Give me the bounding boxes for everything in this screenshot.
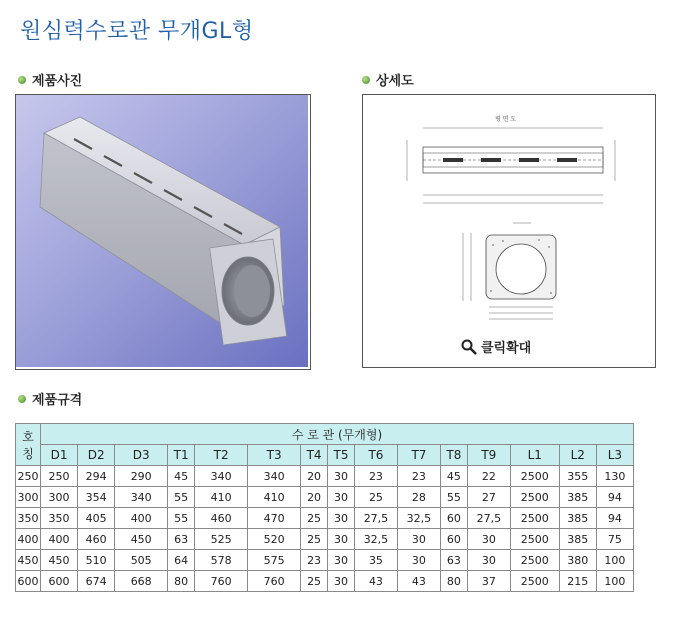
table-cell: 45 bbox=[440, 466, 467, 487]
table-cell: 578 bbox=[195, 550, 248, 571]
table-row bbox=[16, 466, 634, 487]
table-cell: 30 bbox=[328, 487, 355, 508]
table-row bbox=[16, 508, 634, 529]
table-cell: 43 bbox=[397, 571, 440, 592]
magnifier-icon bbox=[461, 339, 477, 355]
table-cell: 25 bbox=[354, 487, 397, 508]
table-cell: 60 bbox=[440, 508, 467, 529]
table-cell: 460 bbox=[195, 508, 248, 529]
spec-table bbox=[15, 423, 634, 592]
column-header-row bbox=[16, 445, 634, 466]
group-header: 수 로 관 (무개형) bbox=[41, 424, 634, 445]
row-name-cell: 400 bbox=[16, 529, 41, 550]
table-cell: 385 bbox=[559, 529, 596, 550]
table-cell: 23 bbox=[301, 550, 328, 571]
table-cell: 27,5 bbox=[467, 508, 510, 529]
table-cell: 410 bbox=[195, 487, 248, 508]
table-cell: 2500 bbox=[510, 508, 559, 529]
table-cell: 100 bbox=[596, 550, 633, 571]
table-cell: 32,5 bbox=[354, 529, 397, 550]
table-cell: 294 bbox=[78, 466, 115, 487]
table-cell: 30 bbox=[328, 550, 355, 571]
section-detail-label: 상세도 bbox=[376, 74, 414, 89]
table-cell: 215 bbox=[559, 571, 596, 592]
table-cell: 340 bbox=[248, 466, 301, 487]
table-cell: 350 bbox=[41, 508, 78, 529]
column-header: T9 bbox=[467, 445, 510, 466]
zoom-label: 클릭확대 bbox=[481, 341, 532, 356]
table-cell: 400 bbox=[115, 508, 168, 529]
table-cell: 94 bbox=[596, 508, 633, 529]
table-cell: 23 bbox=[354, 466, 397, 487]
table-cell: 450 bbox=[41, 550, 78, 571]
table-cell: 30 bbox=[397, 529, 440, 550]
name-header: 호 칭 bbox=[16, 424, 41, 466]
table-cell: 43 bbox=[354, 571, 397, 592]
table-cell: 470 bbox=[248, 508, 301, 529]
table-cell: 30 bbox=[328, 466, 355, 487]
table-cell: 20 bbox=[301, 487, 328, 508]
table-cell: 27 bbox=[467, 487, 510, 508]
table-cell: 64 bbox=[168, 550, 195, 571]
bullet-icon bbox=[18, 76, 26, 84]
table-cell: 385 bbox=[559, 487, 596, 508]
table-cell: 63 bbox=[440, 550, 467, 571]
table-cell: 35 bbox=[354, 550, 397, 571]
table-cell: 410 bbox=[248, 487, 301, 508]
table-cell: 355 bbox=[559, 466, 596, 487]
table-cell: 55 bbox=[168, 508, 195, 529]
column-header: T2 bbox=[195, 445, 248, 466]
column-header: L2 bbox=[559, 445, 596, 466]
table-cell: 340 bbox=[115, 487, 168, 508]
table-cell: 385 bbox=[559, 508, 596, 529]
table-cell: 250 bbox=[41, 466, 78, 487]
table-cell: 27,5 bbox=[354, 508, 397, 529]
table-cell: 25 bbox=[301, 508, 328, 529]
row-name-cell: 600 bbox=[16, 571, 41, 592]
table-cell: 575 bbox=[248, 550, 301, 571]
table-cell: 760 bbox=[195, 571, 248, 592]
column-header: D1 bbox=[41, 445, 78, 466]
bullet-icon bbox=[18, 395, 26, 403]
table-cell: 80 bbox=[440, 571, 467, 592]
table-cell: 760 bbox=[248, 571, 301, 592]
table-cell: 668 bbox=[115, 571, 168, 592]
table-cell: 75 bbox=[596, 529, 633, 550]
column-header: T7 bbox=[397, 445, 440, 466]
section-detail-heading bbox=[362, 70, 414, 89]
spec-table-body bbox=[16, 466, 634, 592]
table-row bbox=[16, 550, 634, 571]
table-cell: 460 bbox=[78, 529, 115, 550]
table-cell: 60 bbox=[440, 529, 467, 550]
table-cell: 30 bbox=[467, 550, 510, 571]
row-name-cell: 300 bbox=[16, 487, 41, 508]
column-header: L3 bbox=[596, 445, 633, 466]
table-cell: 290 bbox=[115, 466, 168, 487]
table-cell: 100 bbox=[596, 571, 633, 592]
table-cell: 2500 bbox=[510, 466, 559, 487]
table-cell: 505 bbox=[115, 550, 168, 571]
zoom-button[interactable] bbox=[461, 337, 531, 356]
column-header: T5 bbox=[328, 445, 355, 466]
table-cell: 94 bbox=[596, 487, 633, 508]
table-cell: 30 bbox=[328, 529, 355, 550]
detail-drawing-frame[interactable] bbox=[362, 94, 656, 368]
table-cell: 340 bbox=[195, 466, 248, 487]
detail-drawing[interactable] bbox=[363, 95, 655, 325]
table-row bbox=[16, 571, 634, 592]
table-cell: 2500 bbox=[510, 487, 559, 508]
section-photo-label: 제품사진 bbox=[32, 74, 83, 89]
column-header: T4 bbox=[301, 445, 328, 466]
table-cell: 2500 bbox=[510, 571, 559, 592]
table-cell: 55 bbox=[440, 487, 467, 508]
column-header: T6 bbox=[354, 445, 397, 466]
table-cell: 525 bbox=[195, 529, 248, 550]
table-row bbox=[16, 529, 634, 550]
table-cell: 510 bbox=[78, 550, 115, 571]
column-header: D2 bbox=[78, 445, 115, 466]
column-header: T8 bbox=[440, 445, 467, 466]
row-name-cell: 250 bbox=[16, 466, 41, 487]
table-cell: 30 bbox=[467, 529, 510, 550]
section-spec-label: 제품규격 bbox=[32, 393, 83, 408]
table-cell: 22 bbox=[467, 466, 510, 487]
row-name-cell: 450 bbox=[16, 550, 41, 571]
table-cell: 2500 bbox=[510, 550, 559, 571]
column-header: D3 bbox=[115, 445, 168, 466]
table-cell: 63 bbox=[168, 529, 195, 550]
table-cell: 600 bbox=[41, 571, 78, 592]
table-cell: 30 bbox=[397, 550, 440, 571]
table-cell: 20 bbox=[301, 466, 328, 487]
table-cell: 23 bbox=[397, 466, 440, 487]
table-cell: 405 bbox=[78, 508, 115, 529]
row-name-cell: 350 bbox=[16, 508, 41, 529]
plan-view-label: 평 면 도 bbox=[495, 116, 517, 123]
table-cell: 28 bbox=[397, 487, 440, 508]
product-photo-frame bbox=[15, 94, 311, 370]
column-header: T3 bbox=[248, 445, 301, 466]
table-cell: 520 bbox=[248, 529, 301, 550]
table-cell: 25 bbox=[301, 529, 328, 550]
table-cell: 30 bbox=[328, 571, 355, 592]
table-cell: 80 bbox=[168, 571, 195, 592]
table-cell: 400 bbox=[41, 529, 78, 550]
bullet-icon bbox=[362, 76, 370, 84]
section-spec-heading bbox=[18, 389, 82, 408]
page-title: 원심력수로관 무개GL형 bbox=[20, 19, 254, 44]
column-header: L1 bbox=[510, 445, 559, 466]
table-row bbox=[16, 487, 634, 508]
table-cell: 37 bbox=[467, 571, 510, 592]
table-cell: 2500 bbox=[510, 529, 559, 550]
table-cell: 30 bbox=[328, 508, 355, 529]
table-cell: 674 bbox=[78, 571, 115, 592]
table-cell: 354 bbox=[78, 487, 115, 508]
product-photo bbox=[16, 95, 308, 367]
table-cell: 380 bbox=[559, 550, 596, 571]
section-photo-heading bbox=[18, 70, 82, 89]
table-cell: 300 bbox=[41, 487, 78, 508]
table-cell: 130 bbox=[596, 466, 633, 487]
column-header: T1 bbox=[168, 445, 195, 466]
table-cell: 45 bbox=[168, 466, 195, 487]
table-cell: 32,5 bbox=[397, 508, 440, 529]
table-cell: 25 bbox=[301, 571, 328, 592]
table-cell: 450 bbox=[115, 529, 168, 550]
table-cell: 55 bbox=[168, 487, 195, 508]
